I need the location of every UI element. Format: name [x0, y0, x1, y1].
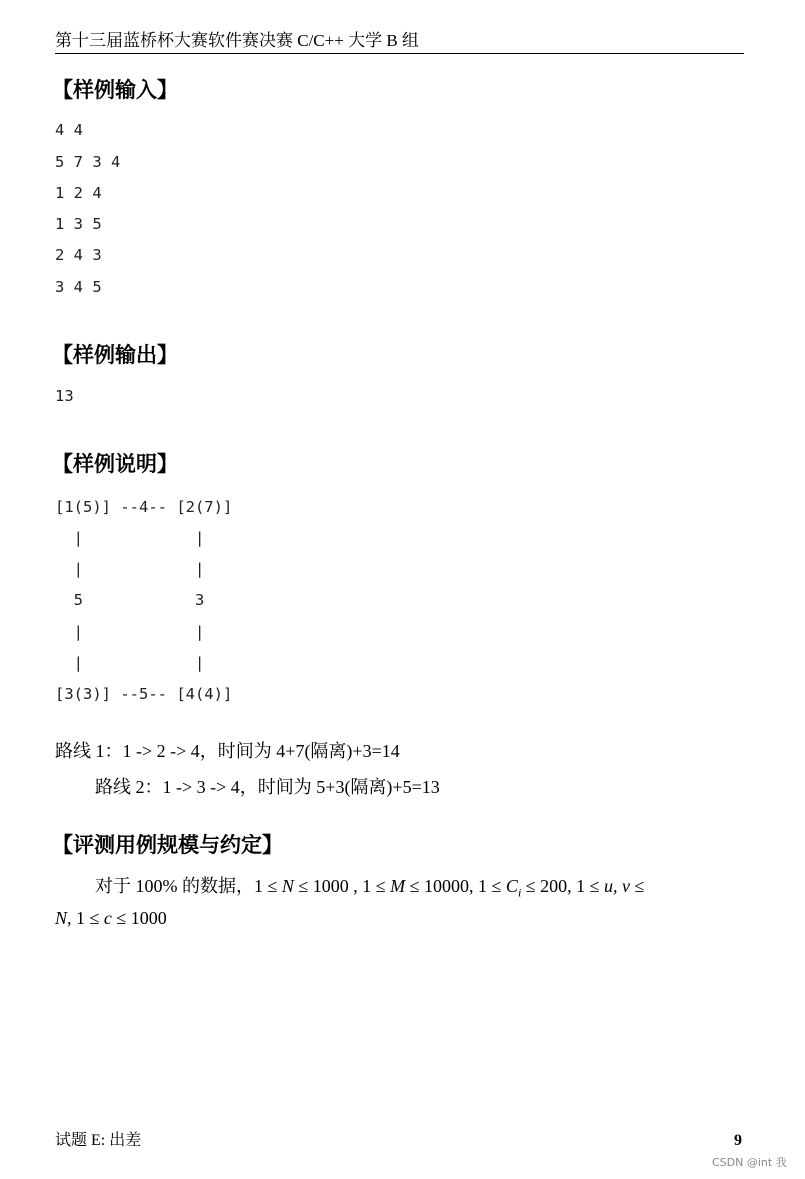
math-var-uv: u, v — [604, 876, 631, 896]
page-number: 9 — [734, 1132, 742, 1149]
header-divider — [55, 53, 744, 54]
sample-output-title: 【样例输出】 — [52, 343, 178, 367]
math-var-m: M — [390, 876, 406, 896]
diagram-line: | | — [55, 529, 205, 547]
sample-input-line: 4 4 — [55, 121, 83, 139]
constraints-line-1 — [95, 874, 644, 905]
constraint-text: ≤ — [630, 876, 645, 896]
route-2: 路线 2：1 -> 3 -> 4，时间为 5+3(隔离)+5=13 — [95, 777, 440, 797]
diagram-line: | | — [55, 654, 205, 672]
footer-problem-label: 试题 E: 出差 — [55, 1132, 142, 1149]
constraints-title: 【评测用例规模与约定】 — [52, 833, 283, 857]
constraint-text: ≤ 10000, 1 ≤ — [405, 876, 506, 896]
constraints-line-2 — [55, 906, 167, 930]
diagram-line: [3(3)] --5-- [4(4)] — [55, 685, 233, 703]
sample-input-line: 1 2 4 — [55, 184, 102, 202]
csdn-watermark: CSDN @int 我 — [712, 1156, 787, 1169]
math-var-c: C — [505, 876, 518, 896]
diagram-line: | | — [55, 623, 205, 641]
constraint-text: , 1 ≤ — [67, 908, 104, 928]
sample-input-title: 【样例输入】 — [52, 78, 178, 102]
diagram-line: 5 3 — [55, 591, 205, 609]
constraint-text: ≤ 200, 1 ≤ — [521, 876, 605, 896]
math-var-n: N — [281, 876, 294, 896]
sample-input-line: 1 3 5 — [55, 215, 102, 233]
constraint-text: 对于 100% 的数据，1 ≤ — [95, 876, 282, 896]
route-1: 路线 1：1 -> 2 -> 4，时间为 4+7(隔离)+3=14 — [55, 741, 400, 761]
constraint-text: ≤ 1000 — [111, 908, 167, 928]
math-var-c-lower: c — [103, 908, 112, 928]
sample-input-line: 3 4 5 — [55, 278, 102, 296]
math-var-n: N — [55, 908, 68, 928]
sample-explanation-title: 【样例说明】 — [52, 452, 178, 476]
sample-input-line: 5 7 3 4 — [55, 153, 121, 171]
math-subscript-i: i — [517, 885, 522, 900]
diagram-line: [1(5)] --4-- [2(7)] — [55, 498, 233, 516]
page-header: 第十三届蓝桥杯大赛软件赛决赛 C/C++ 大学 B 组 — [55, 31, 419, 50]
sample-input-line: 2 4 3 — [55, 246, 102, 264]
sample-output-line: 13 — [55, 387, 74, 405]
constraint-text: ≤ 1000 , 1 ≤ — [293, 876, 391, 896]
diagram-line: | | — [55, 560, 205, 578]
